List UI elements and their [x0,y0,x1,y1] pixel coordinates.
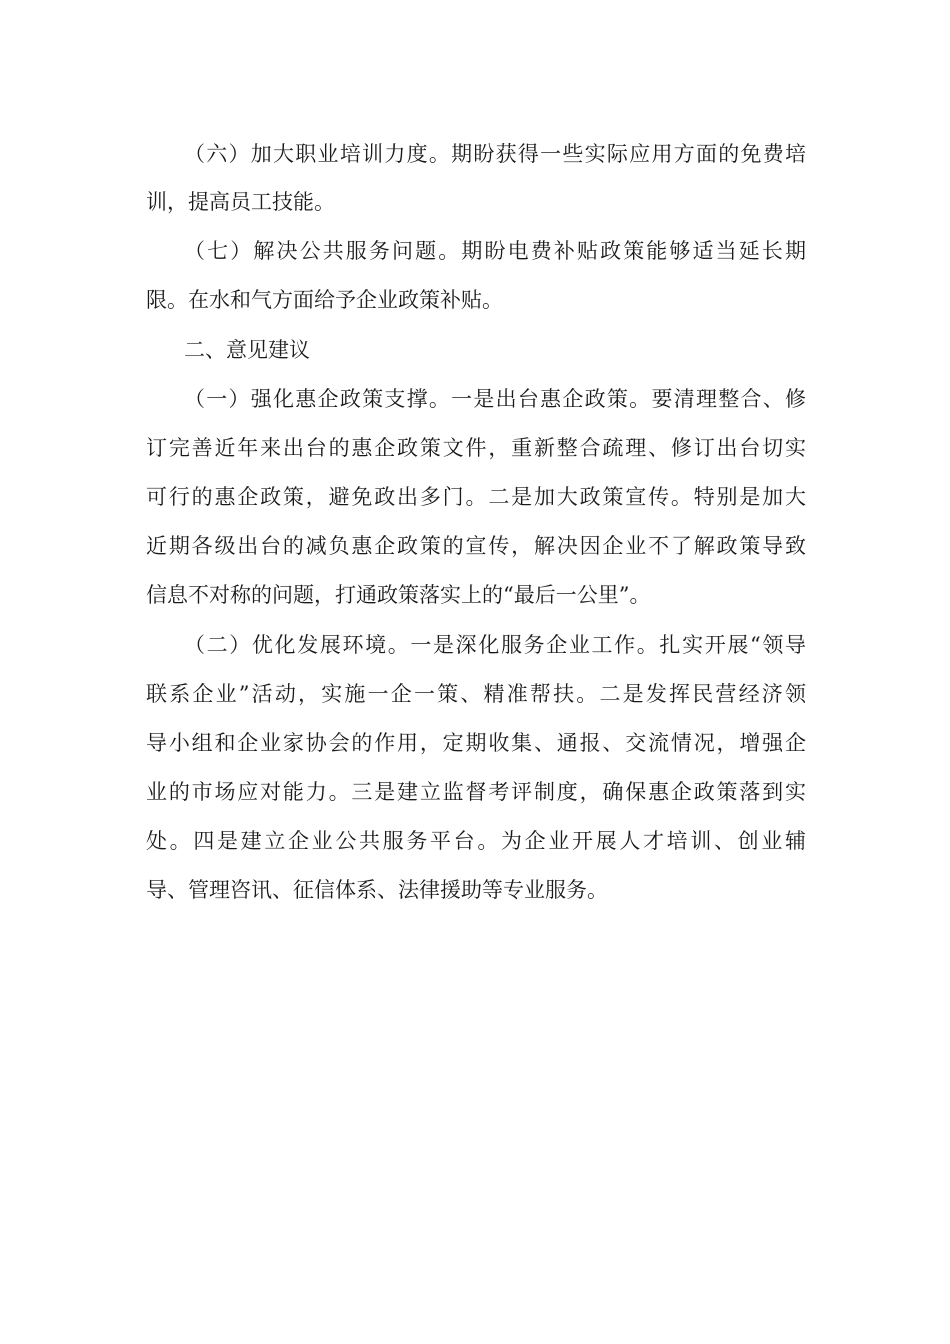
text-line: （一）强化惠企政策支撑。一是出台惠企政策。要清理整合、修 [184,387,806,411]
text-line: （二）优化发展环境。一是深化服务企业工作。扎实开展“领导 [184,633,806,657]
section-heading: 二、意见建议 [184,338,310,362]
text-line: （六）加大职业培训力度。期盼获得一些实际应用方面的免费培 [184,142,806,166]
text-line: 导小组和企业家协会的作用，定期收集、通报、交流情况，增强企 [146,731,806,755]
text-line: 订完善近年来出台的惠企政策文件，重新整合疏理、修订出台切实 [146,436,806,460]
text-line: 导、管理咨讯、征信体系、法律援助等专业服务。 [146,878,608,902]
text-line: 可行的惠企政策，避免政出多门。二是加大政策宣传。特别是加大 [146,485,806,509]
text-line: 限。在水和气方面给予企业政策补贴。 [146,288,503,312]
text-line: 训，提高员工技能。 [146,190,335,214]
text-line: 处。四是建立企业公共服务平台。为企业开展人才培训、创业辅 [146,829,806,853]
text-line: 联系企业”活动，实施一企一策、精准帮扶。二是发挥民营经济领 [146,682,806,706]
text-line: 近期各级出台的减负惠企政策的宣传，解决因企业不了解政策导致 [146,534,806,558]
text-line: 信息不对称的问题，打通政策落实上的“最后一公里”。 [146,583,651,607]
text-line: 业的市场应对能力。三是建立监督考评制度，确保惠企政策落到实 [146,780,806,804]
text-line: （七）解决公共服务问题。期盼电费补贴政策能够适当延长期 [184,239,806,263]
